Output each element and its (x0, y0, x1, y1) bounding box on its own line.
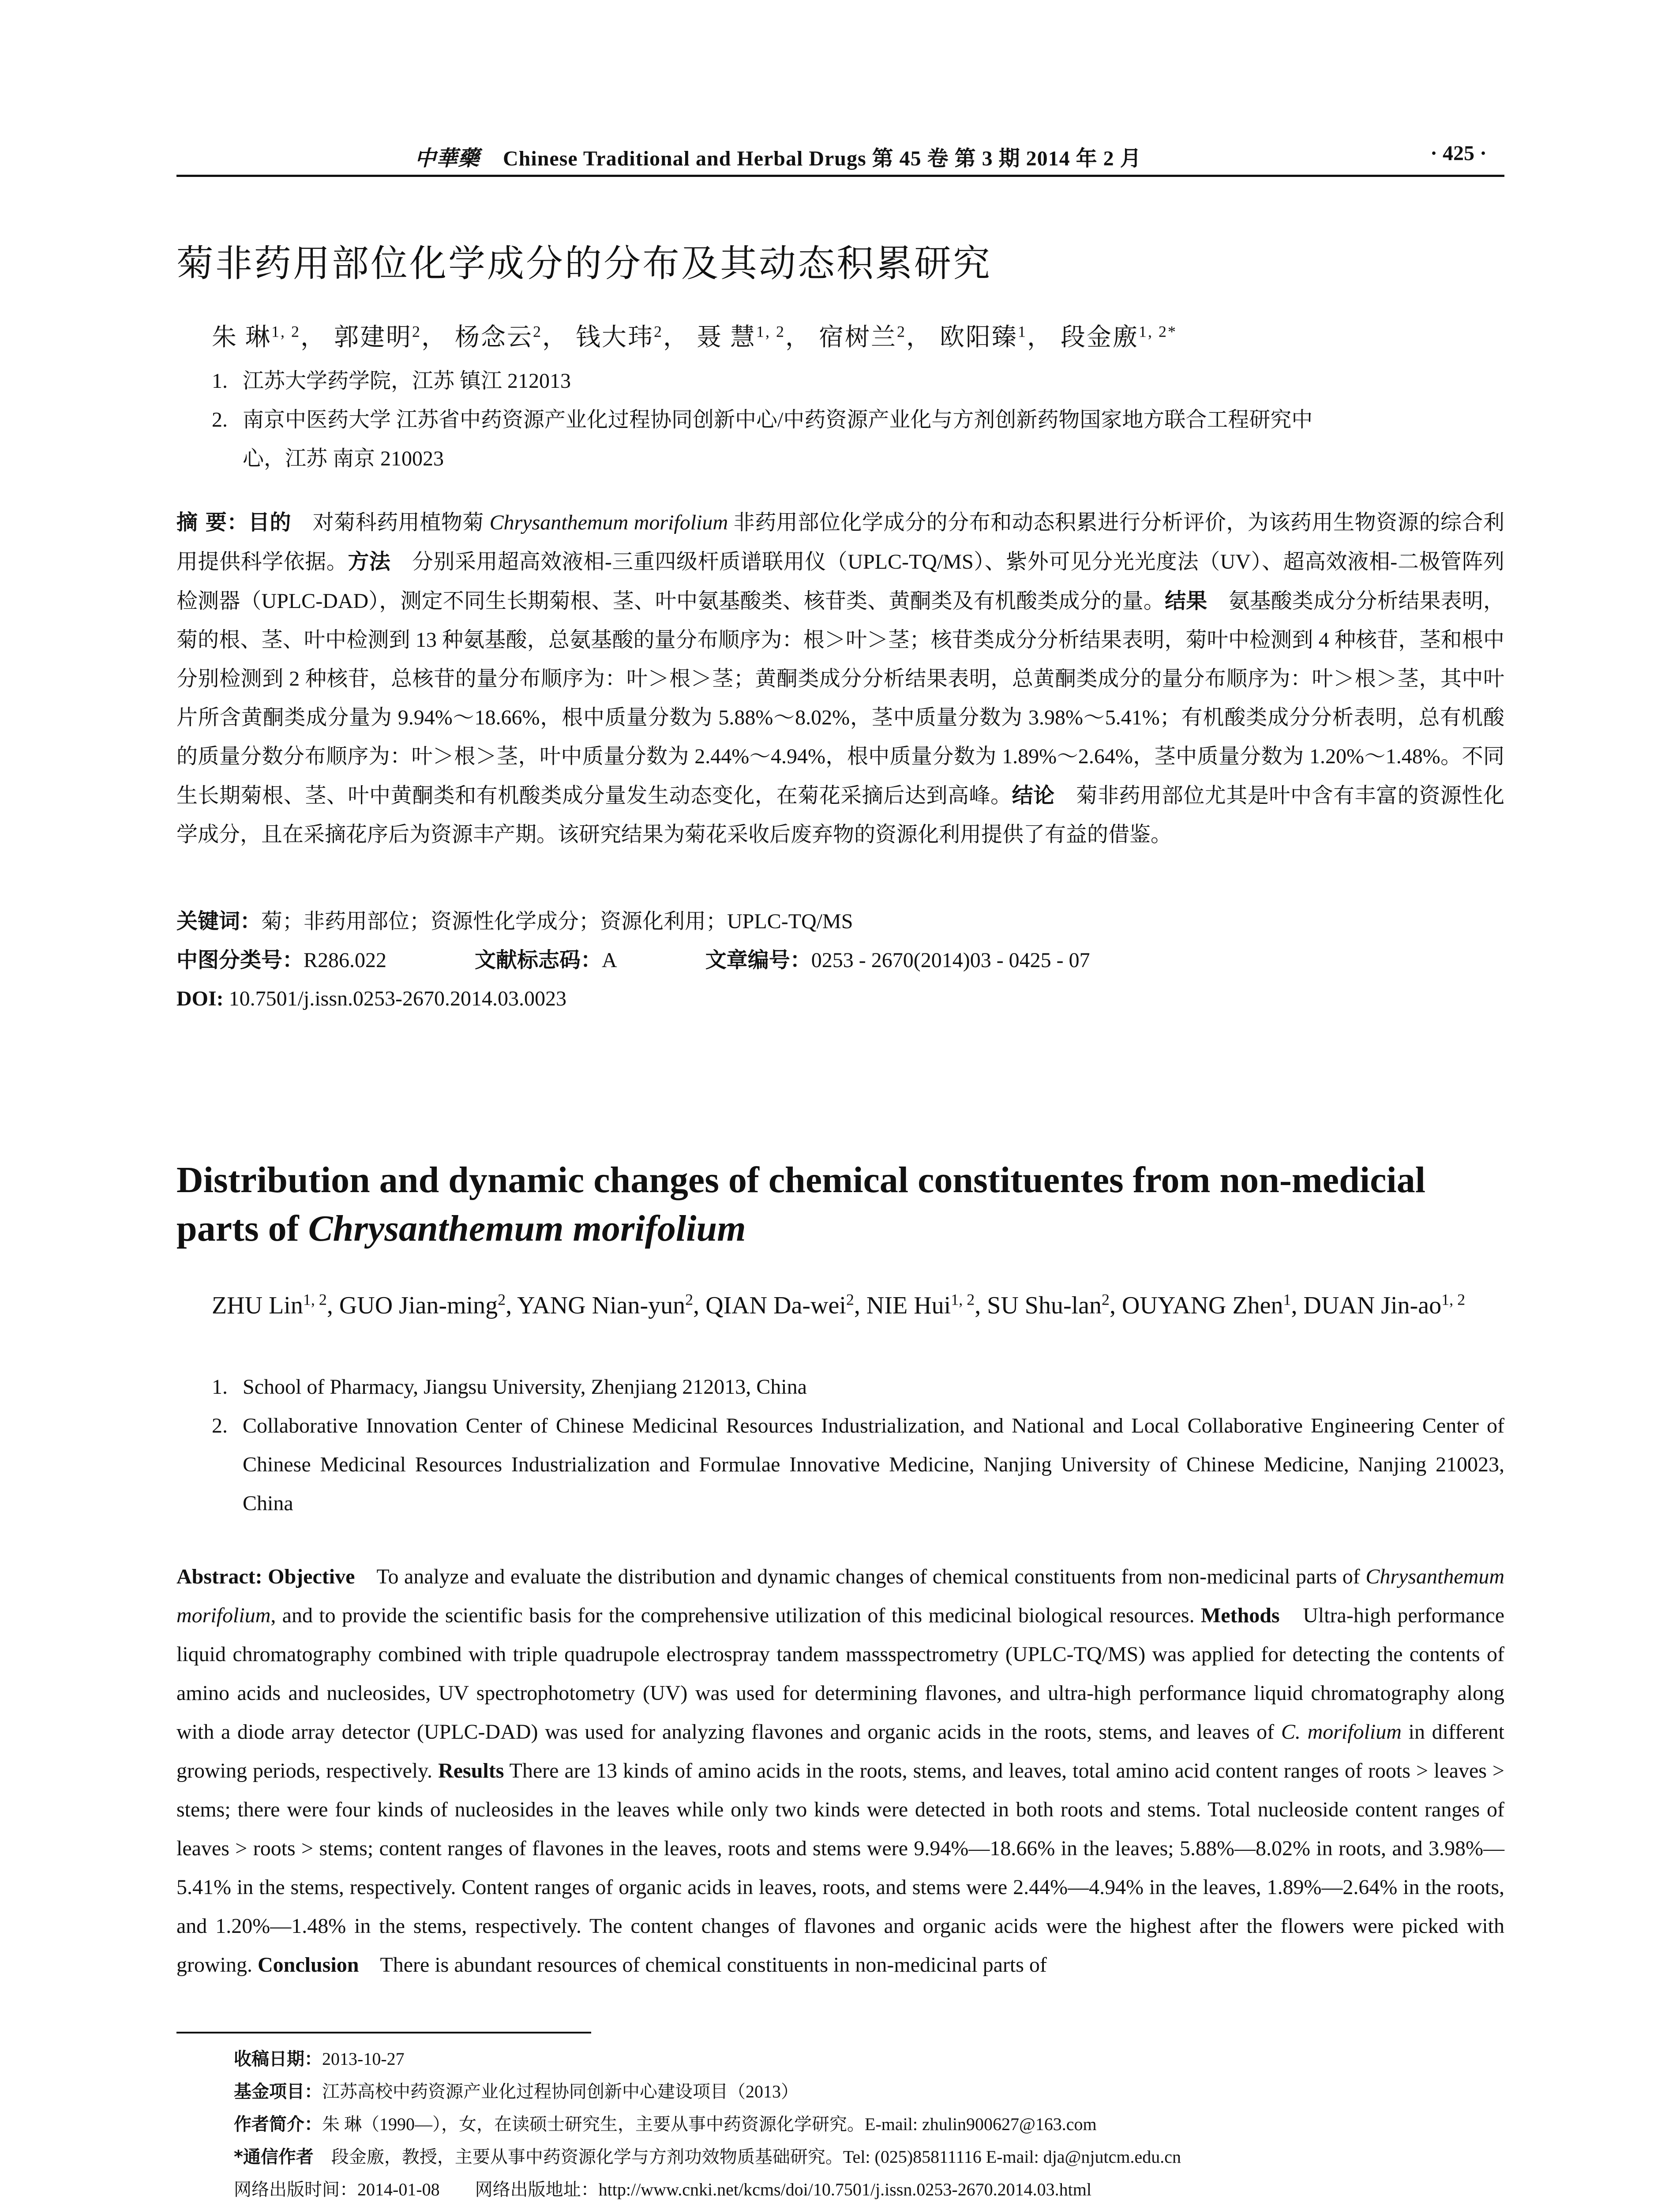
journal-logo-text: 中華藥 (415, 147, 480, 170)
online-info: 网络出版时间：2014-01-08 网络出版地址：http://www.cnki.net/kcms/doi/10.7501/j.issn.0253-2670.2014.03.html (234, 2180, 1092, 2199)
abstract-en: Abstract: Objective To analyze and evaluate the distribution and dynamic changes of chemical constituents from non-medicinal parts of Chrysanthemum morifolium, and to provide the scientific basis for the comprehensive utilization of this medicinal biological resources. Methods Ultra-high performance liquid chromatography combined with triple quadrupole electrospray tandem massspectrometry (UPLC-TQ/MS) was applied for detecting the contents of amino acids and nucleosides, UV spectrophotometry (UV) was used for determining flavones, and ultra-high performance liquid chromatography along with a diode array detector (UPLC-DAD) was used for analyzing flavones and organic acids in the roots, stems, and leaves of C. morifolium in different growing periods, respectively. Results There are 13 kinds of amino acids in the roots, stems, and leaves, total amino acid content ranges of roots > leaves > stems; there were four kinds of nucleosides in the leaves while only two kinds were detected in both roots and stems. Total nucleoside content ranges of leaves > roots > stems; content ranges of flavones in the leaves, roots and stems were 9.94%—18.66% in the leaves; 5.88%—8.02% in roots, and 3.98%—5.41% in the stems, respectively. Content ranges of organic acids in leaves, roots, and stems were 2.44%—4.94% in the leaves, 1.89%—2.64% in the roots, and 1.20%—1.48% in the stems, respectively. The content changes of flavones and organic acids were the highest after the flowers were picked with growing. Conclusion There is abundant resources of chemical constituents in non-medicinal parts of (176, 1565, 1505, 1977)
results-label-cn: 结果 (1165, 589, 1208, 613)
abstract-cn: 摘 要：目的 对菊科药用植物菊 Chrysanthemum morifolium 非药用部位化学成分的分布和动态积累进行分析评价，为该药用生物资源的综合利用提供科学依据。方法 分别采用超高效液相-三重四级杆质谱联用仪（UPLC-TQ/MS）、紫外可见分光光度法（UV）、超高效液相-二极管阵列检测器（UPLC-DAD），测定不同生长期菊根、茎、叶中氨基酸类、核苷类、黄酮类及有机酸类成分的量。结果 氨基酸类成分分析结果表明，菊的根、茎、叶中检测到 13 种氨基酸，总氨基酸的量分布顺序为：根＞叶＞茎；核苷类成分分析结果表明，菊叶中检测到 4 种核苷，茎和根中分别检测到 2 种核苷，总核苷的量分布顺序为：叶＞根＞茎；黄酮类成分分析结果表明，总黄酮类成分的量分布顺序为：叶＞根＞茎，其中叶片所含黄酮类成分量为 9.94%～18.66%，根中质量分数为 5.88%～8.02%，茎中质量分数为 3.98%～5.41%；有机酸类成分分析表明，总有机酸的质量分数分布顺序为：叶＞根＞茎，叶中质量分数为 2.44%～4.94%，根中质量分数为 1.89%～2.64%，茎中质量分数为 1.20%～1.48%。不同生长期菊根、茎、叶中黄酮类和有机酸类成分量发生动态变化，在菊花采摘后达到高峰。结论 菊非药用部位尤其是叶中含有丰富的资源性化学成分，且在采摘花序后为资源丰产期。该研究结果为菊花采收后废弃物的资源化利用提供了有益的借鉴。 (176, 510, 1504, 846)
methods-label-en: Methods (1200, 1604, 1280, 1627)
author-en: DUAN Jin-ao$^{1, 2}$ (1303, 1291, 1466, 1319)
author-cn: 宿树兰$^2$， (819, 323, 932, 351)
author-en: SU Shu-lan$^2$, (987, 1291, 1122, 1319)
author-en: OUYANG Zhen$^1$, (1122, 1291, 1304, 1319)
corresponding-author: *通信作者 段金廒，教授，主要从事中药资源化学与方剂功效物质基础研究。Tel: (025)85811116 E-mail: dja@njutcm.edu.cn (234, 2147, 1181, 2167)
author-en: QIAN Da-wei$^2$, (705, 1291, 866, 1319)
fund-info: 基金项目：江苏高校中药资源产业化过程协同创新中心建设项目（2013） (234, 2082, 799, 2102)
author-cn: 杨念云$^2$， (455, 323, 568, 351)
author-cn: 郭建明$^2$， (334, 323, 447, 351)
objective-label-en: Abstract: Objective (176, 1565, 355, 1588)
affiliation-en-1: 1. School of Pharmacy, Jiangsu University, Zhenjiang 212013, China (212, 1375, 807, 1399)
authors-en (212, 1279, 1504, 1325)
journal-header (415, 141, 1142, 172)
doi-value: 10.7501/j.issn.0253-2670.2014.03.0023 (229, 987, 567, 1010)
results-label-en: Results (438, 1759, 504, 1782)
title-cn: 菊非药用部位化学成分的分布及其动态积累研究 (176, 242, 992, 285)
online-url: http://www.cnki.net/kcms/doi/10.7501/j.issn.0253-2670.2014.03.html (598, 2180, 1092, 2199)
footnote-rule (176, 2032, 591, 2033)
doi-line: DOI: 10.7501/j.issn.0253-2670.2014.03.0023 (176, 987, 567, 1010)
affiliation-cn-2: 2. 南京中医药大学 江苏省中药资源产业化过程协同创新中心/中药资源产业化与方剂创新药物国家地方联合工程研究中 心，江苏 南京 210023 (212, 408, 1313, 470)
received-date: 收稿日期：2013-10-27 (234, 2049, 405, 2069)
author-en: YANG Nian-yun$^2$, (517, 1291, 706, 1319)
page-number: · 425 · (1430, 142, 1487, 165)
keywords-cn: 关键词：菊；非药用部位；资源性化学成分；资源化利用；UPLC-TQ/MS (176, 909, 853, 934)
affiliation-en-2: 2. Collaborative Innovation Center of Chinese Medicinal Resources Industrialization, and National and Local Collaborative Engineering Center of Chinese Medicinal Resources Industrialization and Formulae Innovative Medicine, Nanjing University of Chinese Medicine, Nanjing 210023, China (212, 1414, 1504, 1515)
abstract-cn-label: 摘 要： (176, 510, 248, 535)
author-cn: 钱大玮$^2$， (576, 323, 689, 351)
affiliation-cn-1: 1. 江苏大学药学院，江苏 镇江 212013 (212, 369, 571, 393)
article-page (176, 132, 1505, 2199)
objective-label-cn: 目的 (248, 510, 292, 535)
header-rule (176, 175, 1504, 177)
classification-line: 中图分类号：R286.022 文献标志码：A 文章编号：0253 - 2670(2014)03 - 0425 - 07 (176, 948, 1090, 972)
author-en: GUO Jian-ming$^2$, (339, 1291, 518, 1319)
journal-line: Chinese Traditional and Herbal Drugs 第 45 卷 第 3 期 2014 年 2 月 (503, 147, 1142, 170)
author-cn: 聂 慧$^{1, 2}$， (697, 323, 811, 351)
authors-cn (212, 318, 1177, 353)
author-cn: 欧阳臻$^1$， (940, 323, 1053, 351)
conclusion-label-cn: 结论 (1012, 783, 1055, 808)
author-en: ZHU Lin$^{1, 2}$, (212, 1291, 339, 1319)
author-cn: 朱 琳$^{1, 2}$， (212, 323, 326, 351)
species-name: Chrysanthemum morifolium (489, 511, 728, 534)
methods-label-cn: 方法 (348, 549, 391, 574)
author-cn: 段金廒$^{1, 2*}$ (1061, 323, 1177, 351)
running-header (176, 132, 1504, 172)
conclusion-label-en: Conclusion (257, 1953, 359, 1977)
footnotes (234, 2043, 1504, 2206)
title-en: Distribution and dynamic changes of chemical constituentes from non-medicial parts of Chrysanthemum morifolium (176, 1159, 1426, 1249)
author-en: NIE Hui$^{1, 2}$, (866, 1291, 987, 1319)
author-bio: 作者简介：朱 琳（1990—），女，在读硕士研究生，主要从事中药资源化学研究。E-mail: zhulin900627@163.com (234, 2114, 1097, 2135)
